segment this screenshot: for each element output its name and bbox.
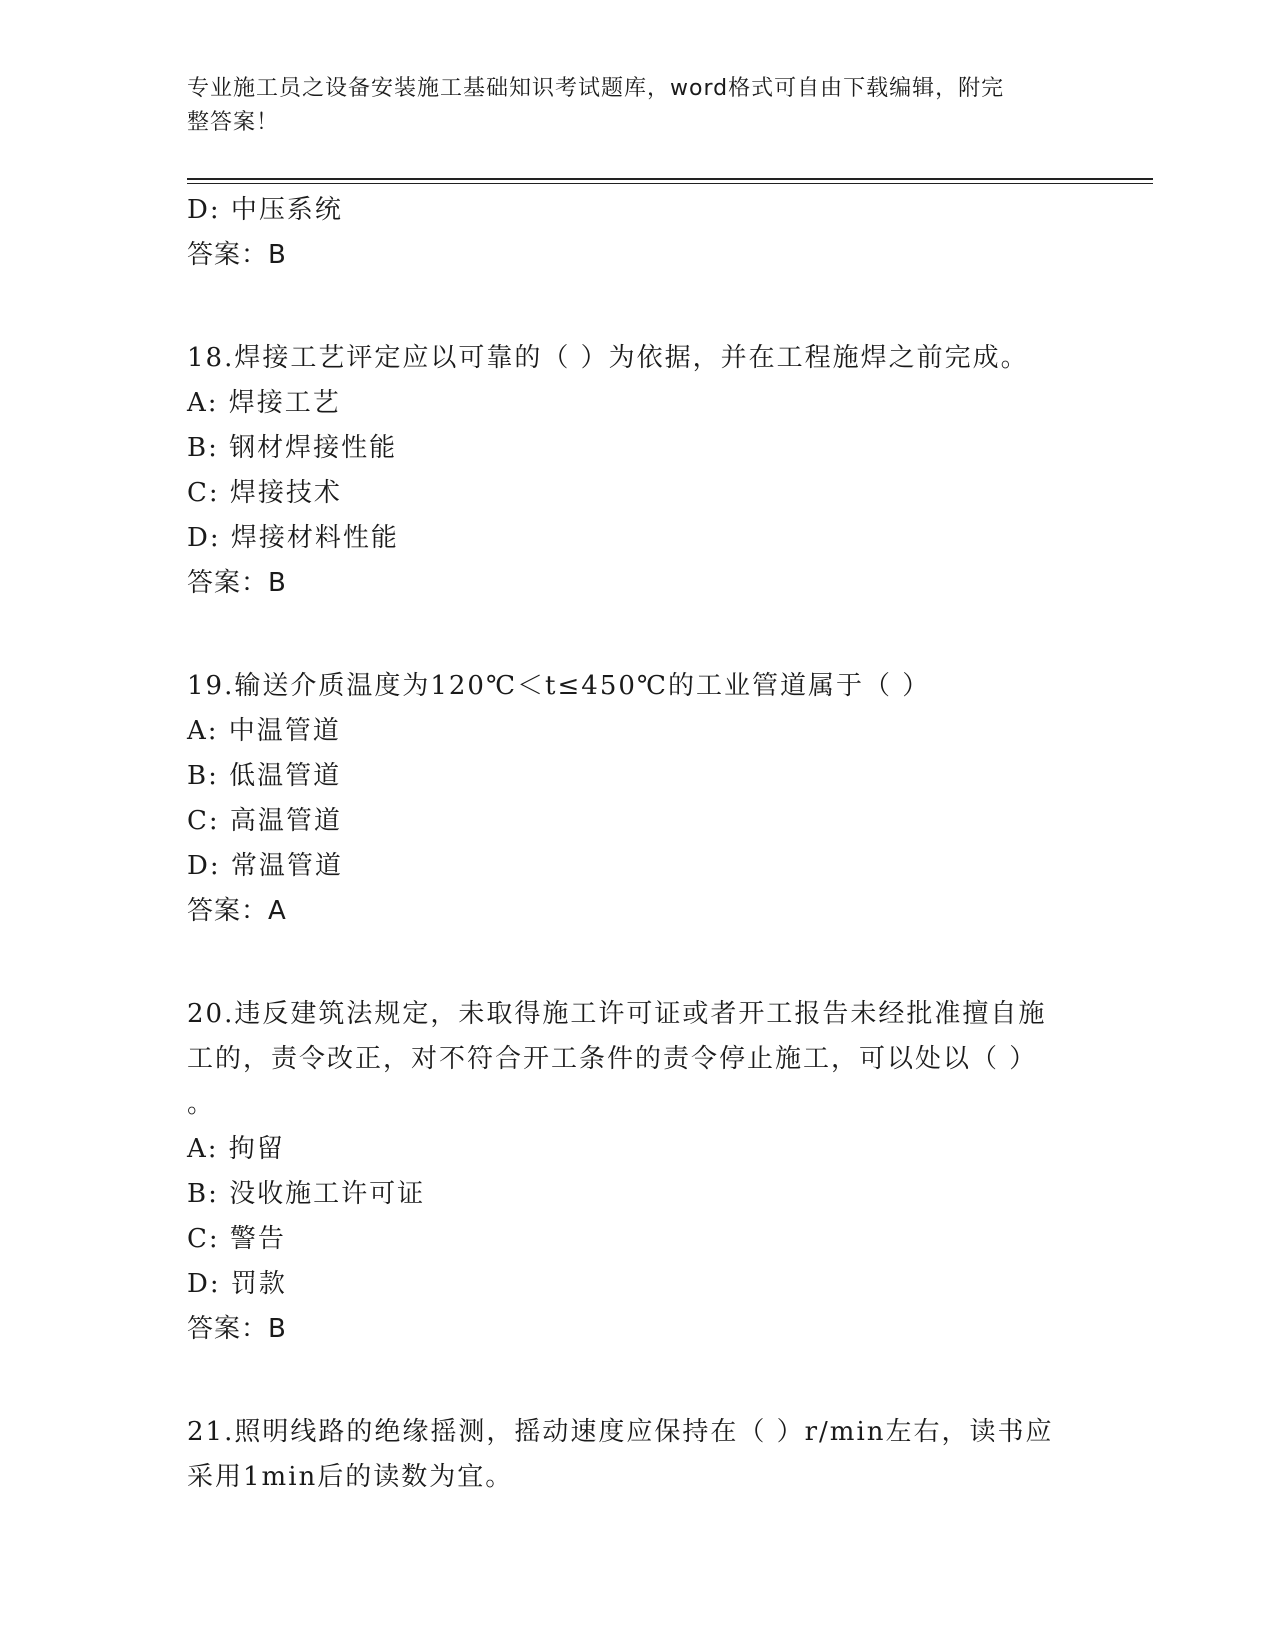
option-b: B: 低温管道 xyxy=(187,761,342,791)
option-a: A: 中温管道 xyxy=(187,716,341,746)
question-17-tail xyxy=(187,188,1087,278)
question-stem-line-2: 采用1min后的读数为宜。 xyxy=(187,1462,514,1492)
option-d: D: 焊接材料性能 xyxy=(187,523,399,553)
question-19 xyxy=(187,664,1087,934)
option-d: D: 中压系统 xyxy=(187,195,343,225)
answer-line: 答案：A xyxy=(187,896,287,926)
question-stem-line-1: 20.违反建筑法规定，未取得施工许可证或者开工报告未经批准擅自施 xyxy=(187,999,1047,1029)
option-d: D: 常温管道 xyxy=(187,851,343,881)
header-line-2: 整答案！ xyxy=(187,110,280,135)
header-divider-thin xyxy=(187,183,1153,184)
question-stem-line-3: 。 xyxy=(187,1089,216,1119)
header-line-1: 专业施工员之设备安装施工基础知识考试题库，word格式可自由下载编辑，附完 xyxy=(187,76,1005,101)
question-20 xyxy=(187,992,1087,1352)
header-divider-thick xyxy=(187,178,1153,180)
document-header xyxy=(187,72,1067,140)
question-list xyxy=(187,188,1087,1500)
answer-line: 答案：B xyxy=(187,240,287,270)
option-c: C: 警告 xyxy=(187,1224,286,1254)
option-b: B: 没收施工许可证 xyxy=(187,1179,426,1209)
question-21 xyxy=(187,1410,1087,1500)
question-stem: 18.焊接工艺评定应以可靠的（ ）为依据，并在工程施焊之前完成。 xyxy=(187,343,1029,373)
option-c: C: 高温管道 xyxy=(187,806,342,836)
option-c: C: 焊接技术 xyxy=(187,478,342,508)
question-stem-line-2: 工的，责令改正，对不符合开工条件的责令停止施工，可以处以（ ） xyxy=(187,1044,1038,1074)
question-stem: 19.输送介质温度为120℃＜t≤450℃的工业管道属于（ ） xyxy=(187,671,931,701)
answer-line: 答案：B xyxy=(187,1314,287,1344)
option-a: A: 焊接工艺 xyxy=(187,388,341,418)
answer-line: 答案：B xyxy=(187,568,287,598)
option-b: B: 钢材焊接性能 xyxy=(187,433,398,463)
option-d: D: 罚款 xyxy=(187,1269,287,1299)
question-stem-line-1: 21.照明线路的绝缘摇测，摇动速度应保持在（ ）r/min左右，读书应 xyxy=(187,1417,1054,1447)
question-18 xyxy=(187,336,1087,606)
option-a: A: 拘留 xyxy=(187,1134,285,1164)
